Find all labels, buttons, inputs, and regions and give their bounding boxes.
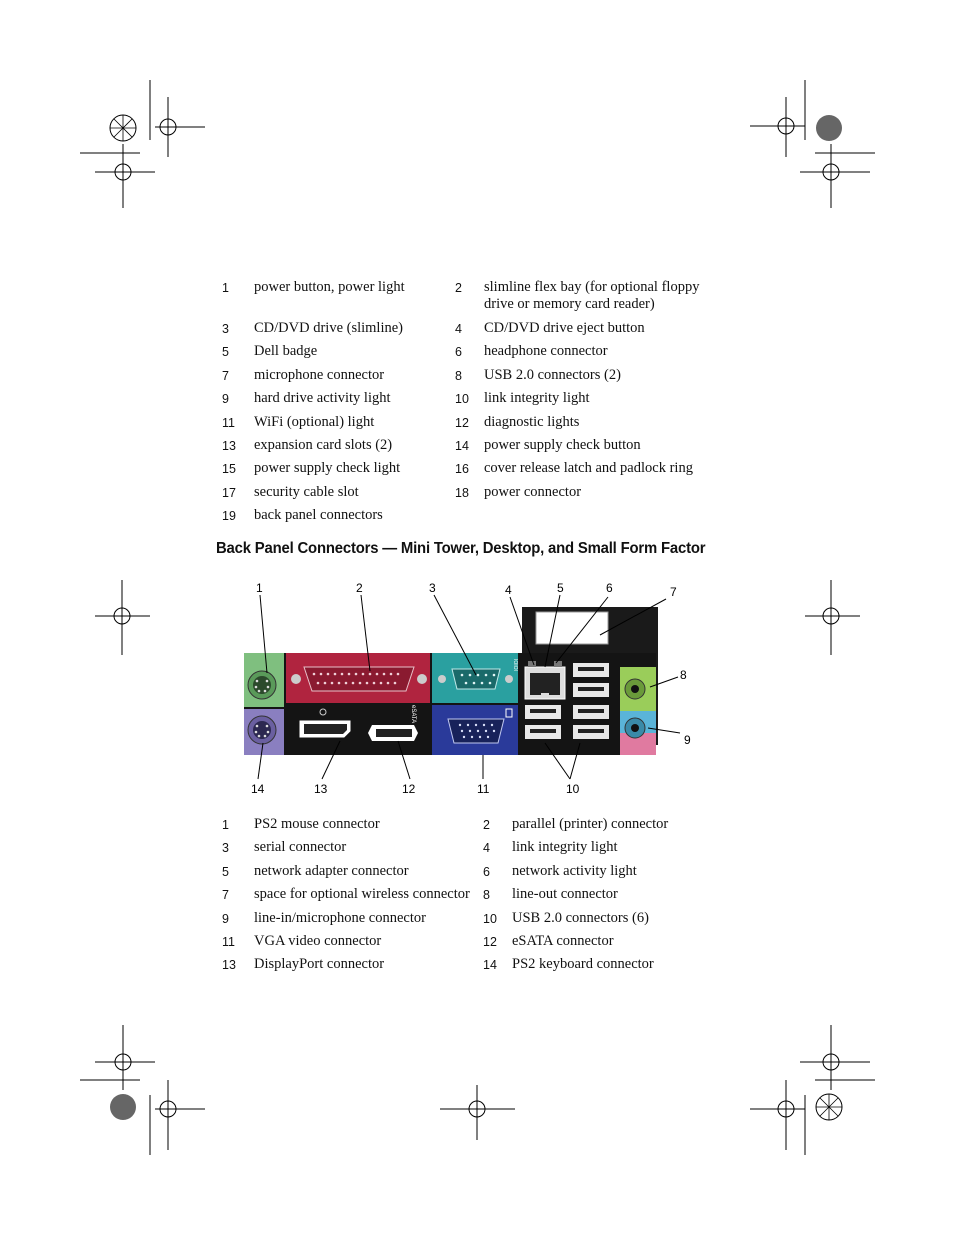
legend-label: link integrity light	[512, 839, 618, 856]
callout-6: 6	[606, 581, 613, 595]
callout-9: 9	[684, 733, 691, 747]
callout-4: 4	[505, 583, 512, 597]
legend-label: link integrity light	[484, 390, 590, 407]
legend-number: 14	[483, 958, 497, 973]
callout-3: 3	[429, 581, 436, 595]
legend-number: 12	[483, 934, 497, 949]
legend-number: 5	[222, 345, 229, 360]
legend-label: cover release latch and padlock ring	[484, 460, 693, 477]
legend-number: 4	[483, 841, 490, 856]
legend-number: 11	[222, 934, 235, 949]
legend-label: network activity light	[512, 862, 637, 879]
legend-label: VGA video connector	[254, 932, 382, 949]
legend-label: DisplayPort connector	[254, 956, 385, 973]
serial-label: IOIOI	[512, 659, 518, 671]
legend-number: 1	[222, 281, 229, 295]
legend-number: 2	[455, 281, 462, 295]
legend-number: 8	[483, 888, 490, 903]
legend-row	[222, 839, 722, 862]
parallel-connector	[286, 653, 430, 703]
registration-mark-right-middle	[800, 580, 860, 660]
legend-row	[222, 320, 722, 343]
legend-row	[222, 390, 722, 413]
legend-label: USB 2.0 connectors (2)	[484, 366, 621, 383]
callout-13: 13	[314, 782, 328, 796]
legend-number: 2	[483, 818, 490, 832]
legend-row	[222, 507, 722, 530]
legend-row	[222, 460, 722, 483]
legend-number: 1	[222, 818, 229, 832]
legend-number: 9	[222, 911, 229, 926]
legend-row	[222, 343, 722, 366]
legend-label: WiFi (optional) light	[254, 413, 375, 430]
legend-row	[222, 910, 722, 933]
legend-label: line-in/microphone connector	[254, 909, 426, 926]
legend-number: 7	[222, 888, 229, 903]
legend-label: USB 2.0 connectors (6)	[512, 909, 649, 926]
legend-row	[222, 484, 722, 507]
legend-label: CD/DVD drive (slimline)	[254, 320, 404, 336]
legend-number: 18	[455, 485, 469, 500]
callout-7: 7	[670, 585, 677, 599]
legend-number: 8	[455, 368, 462, 383]
callout-10: 10	[566, 782, 580, 796]
legend-label: headphone connector	[484, 343, 608, 360]
legend-label: back panel connectors	[254, 507, 383, 524]
legend-label: slimline flex bay (for optional floppy drive or memory card reader)	[484, 279, 700, 312]
legend-label: power supply check button	[484, 436, 641, 453]
ps2-keyboard-connector	[244, 709, 284, 755]
callout-5: 5	[557, 581, 564, 595]
legend-number: 12	[455, 415, 469, 430]
legend-row	[222, 886, 722, 909]
registration-mark-bottom-right	[745, 1025, 875, 1155]
serial-connector	[432, 653, 518, 703]
legend-number: 9	[222, 392, 229, 407]
callout-14: 14	[251, 782, 265, 796]
callout-2: 2	[356, 581, 363, 595]
legend-label: diagnostic lights	[484, 413, 580, 430]
legend-number: 14	[455, 438, 469, 453]
callout-1: 1	[256, 581, 263, 595]
legend-row	[222, 863, 722, 886]
callout-8: 8	[680, 668, 687, 682]
legend-number: 19	[222, 509, 236, 524]
legend-label: serial connector	[254, 839, 347, 856]
vga-connector	[432, 705, 518, 755]
legend-label: CD/DVD drive eject button	[484, 320, 645, 336]
front-panel-legend	[222, 279, 722, 531]
legend-label: space for optional wireless connector	[254, 886, 470, 903]
registration-mark-bottom-center	[440, 1085, 520, 1145]
legend-number: 6	[455, 345, 462, 360]
legend-label: line-out connector	[512, 886, 618, 903]
legend-label: hard drive activity light	[254, 390, 391, 407]
legend-label: power connector	[484, 483, 582, 500]
legend-number: 16	[455, 462, 469, 477]
legend-number: 5	[222, 864, 229, 879]
legend-number: 7	[222, 368, 229, 383]
legend-label: parallel (printer) connector	[512, 816, 669, 832]
legend-label: power button, power light	[254, 279, 405, 295]
legend-label: network adapter connector	[254, 862, 409, 879]
callout-12: 12	[402, 782, 416, 796]
legend-number: 3	[222, 841, 229, 856]
esata-label: eSATA	[410, 705, 416, 724]
legend-label: eSATA connector	[512, 932, 614, 949]
legend-number: 15	[222, 462, 236, 477]
legend-row	[222, 956, 722, 979]
legend-number: 4	[455, 322, 462, 336]
legend-label: power supply check light	[254, 460, 401, 477]
audio-connectors	[620, 667, 656, 755]
registration-mark-left-middle	[95, 580, 155, 660]
legend-number: 11	[222, 415, 235, 430]
legend-number: 13	[222, 438, 236, 453]
legend-label: Dell badge	[254, 343, 318, 360]
legend-label: PS2 mouse connector	[254, 816, 380, 832]
registration-mark-top-left	[80, 80, 210, 210]
legend-number: 10	[455, 392, 469, 407]
legend-number: 6	[483, 864, 490, 879]
registration-mark-bottom-left	[80, 1025, 210, 1155]
legend-row	[222, 279, 722, 320]
legend-label: microphone connector	[254, 366, 385, 383]
callout-11: 11	[477, 782, 490, 796]
legend-label: PS2 keyboard connector	[512, 956, 654, 973]
section-heading: Back Panel Connectors — Mini Tower, Desktop, and Small Form Factor	[216, 540, 706, 557]
back-panel-legend	[222, 816, 722, 980]
legend-number: 17	[222, 485, 236, 500]
legend-row	[222, 367, 722, 390]
legend-number: 10	[483, 911, 497, 926]
legend-row	[222, 933, 722, 956]
back-panel-diagram	[200, 575, 700, 810]
legend-number: 3	[222, 322, 229, 336]
legend-row	[222, 437, 722, 460]
ps2-mouse-connector	[244, 653, 284, 707]
legend-row	[222, 816, 722, 839]
legend-label: expansion card slots (2)	[254, 436, 393, 453]
legend-number: 13	[222, 958, 236, 973]
registration-mark-top-right	[745, 80, 875, 210]
legend-label: security cable slot	[254, 483, 359, 500]
legend-row	[222, 414, 722, 437]
